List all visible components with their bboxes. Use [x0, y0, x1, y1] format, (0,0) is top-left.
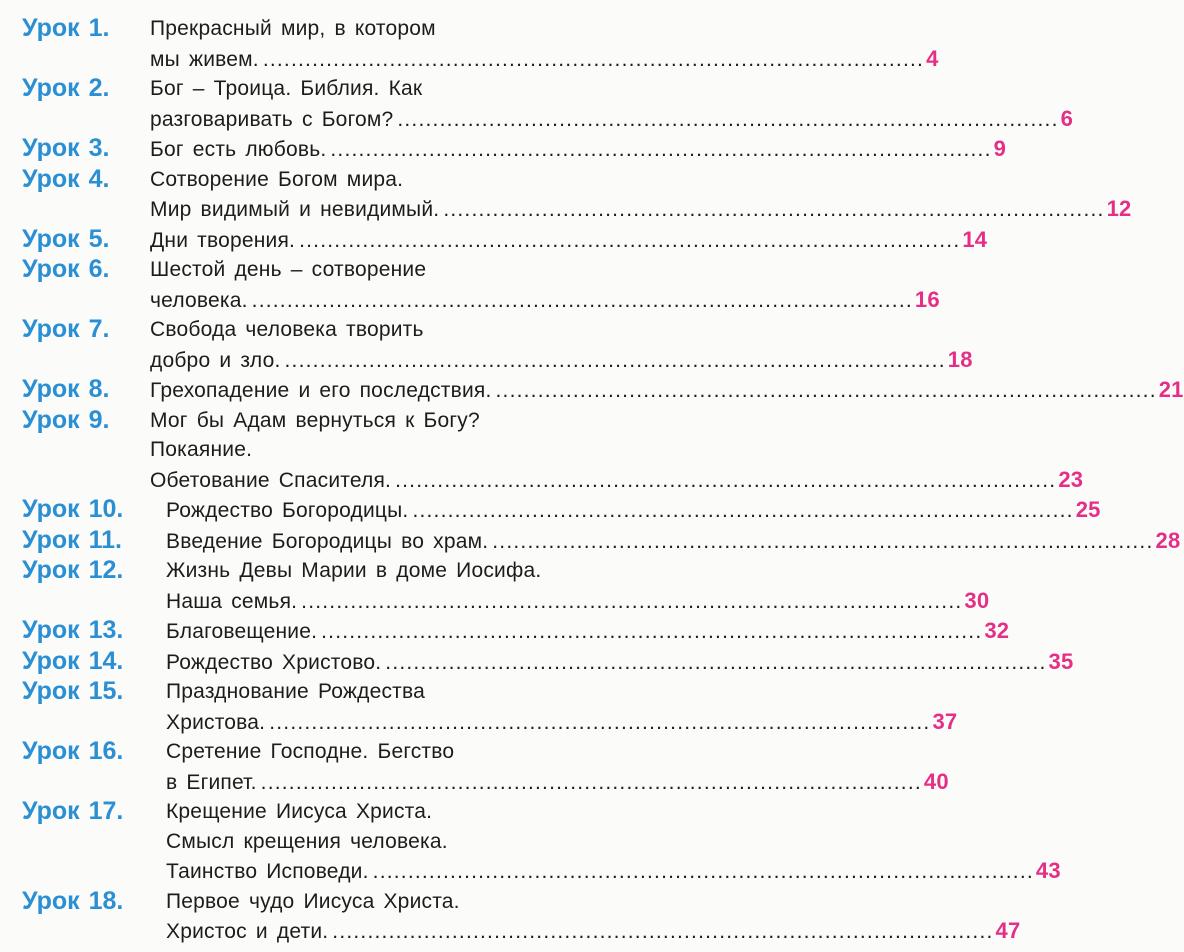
lesson-number: 8. — [88, 375, 110, 403]
toc-entry[interactable] — [22, 14, 939, 74]
page-number: 28 — [1155, 527, 1181, 553]
lesson-number: 16. — [88, 737, 124, 765]
page-number: 18 — [947, 346, 973, 372]
lesson-number: 3. — [88, 134, 110, 162]
lesson-title — [150, 375, 1184, 406]
lesson-title — [166, 647, 1074, 678]
dot-leader: .............................................................................................. — [251, 288, 913, 312]
page-number: 12 — [1106, 196, 1132, 221]
page-number: 43 — [1035, 858, 1061, 883]
lesson-title-line — [150, 104, 1074, 135]
lesson-label — [22, 556, 166, 586]
lesson-title-line — [166, 856, 1061, 887]
lesson-title-line — [150, 134, 1007, 165]
lesson-title — [166, 526, 1181, 557]
lesson-title-text: Наша семья. — [166, 589, 298, 613]
lesson-title-line — [150, 44, 939, 75]
lesson-title — [150, 14, 939, 74]
toc-entry[interactable] — [22, 375, 1184, 406]
page-number: 35 — [1048, 648, 1074, 674]
toc-entry[interactable] — [22, 495, 1101, 526]
lesson-title-text: Грехопадение и его последствия. — [150, 379, 492, 402]
lesson-title-line — [166, 526, 1181, 557]
lesson-title-text: Жизнь Девы Марии в доме Иосифа. — [166, 559, 542, 582]
lesson-title — [150, 165, 1132, 225]
lesson-title-line — [166, 887, 686, 917]
toc-entry[interactable] — [22, 737, 949, 797]
lesson-title-text: Сотворение Богом мира. — [150, 167, 404, 191]
lesson-title-line — [150, 255, 686, 285]
lesson-title-text: Покаяние. — [150, 438, 253, 461]
lesson-number: 14. — [88, 646, 124, 675]
dot-leader: .............................................................................................. — [495, 379, 1157, 402]
toc-entry[interactable] — [22, 224, 988, 256]
dot-leader: .............................................................................................. — [269, 710, 931, 734]
lesson-word: Урок — [22, 797, 80, 825]
dot-leader: .............................................................................................. — [299, 228, 961, 252]
lesson-title-line — [150, 165, 686, 195]
lesson-title-line — [150, 345, 973, 376]
lesson-title-line — [150, 375, 1184, 406]
page-number: 9 — [993, 136, 1007, 161]
toc-entry[interactable] — [22, 134, 1007, 165]
page-number: 37 — [932, 708, 958, 734]
lesson-label — [22, 797, 166, 827]
toc-entry[interactable] — [22, 255, 940, 315]
lesson-word: Урок — [22, 616, 80, 644]
lesson-title-line — [150, 315, 686, 345]
lesson-title-text: Крещение Иисуса Христа. — [166, 800, 433, 823]
lesson-word: Урок — [22, 495, 80, 523]
lesson-label — [22, 165, 150, 195]
lesson-title — [150, 315, 973, 375]
lesson-word: Урок — [22, 677, 80, 705]
page-number: 14 — [962, 226, 988, 252]
lesson-label — [22, 225, 150, 255]
toc-entry[interactable] — [22, 525, 1181, 557]
page-number: 16 — [914, 286, 940, 312]
lesson-title-line — [166, 767, 949, 798]
toc-entry[interactable] — [22, 556, 990, 616]
page-number: 30 — [964, 587, 990, 613]
toc-entry[interactable] — [22, 405, 1084, 496]
lesson-title-line — [166, 616, 1010, 647]
lesson-number: 9. — [88, 405, 110, 434]
lesson-label — [22, 737, 166, 767]
lesson-word: Урок — [22, 556, 80, 584]
lesson-word: Урок — [22, 646, 80, 675]
lesson-label — [22, 495, 166, 525]
lesson-title-line — [166, 586, 990, 617]
lesson-title-text: Празднование Рождества — [166, 680, 425, 703]
lesson-title-text: Благовещение. — [166, 620, 318, 643]
lesson-word: Урок — [22, 134, 80, 162]
lesson-title-line — [166, 647, 1074, 678]
lesson-title-text: Мир видимый и невидимый. — [150, 198, 440, 221]
lesson-title-line — [166, 495, 1101, 526]
lesson-label — [22, 255, 150, 285]
lesson-word: Урок — [22, 737, 80, 765]
lesson-title-text: Рождество Христово. — [166, 650, 382, 674]
lesson-number: 12. — [88, 556, 124, 584]
page-number: 4 — [926, 45, 939, 71]
lesson-number: 5. — [88, 224, 110, 253]
dot-leader: .............................................................................................. — [260, 770, 922, 794]
lesson-title — [166, 556, 990, 616]
lesson-number: 4. — [88, 164, 110, 193]
lesson-title-line — [166, 707, 958, 738]
lesson-title-line — [150, 14, 686, 44]
lesson-title — [150, 225, 988, 256]
lesson-title — [150, 406, 1084, 496]
lesson-title-line — [166, 827, 686, 857]
lesson-word: Урок — [22, 315, 80, 343]
lesson-word: Урок — [22, 525, 80, 554]
lesson-title-line — [166, 556, 686, 586]
lesson-number: 2. — [88, 74, 110, 102]
lesson-title-line — [166, 677, 686, 707]
lesson-title — [150, 255, 940, 315]
lesson-number: 15. — [88, 677, 124, 705]
toc-entry[interactable] — [22, 677, 958, 737]
lesson-number: 6. — [88, 255, 110, 283]
lesson-number: 18. — [88, 886, 124, 915]
lesson-label — [22, 677, 166, 707]
table-of-contents — [22, 14, 1184, 947]
lesson-number: 7. — [88, 315, 110, 343]
lesson-word: Урок — [22, 886, 80, 915]
lesson-title-text: Обетование Спасителя. — [150, 468, 392, 492]
lesson-label — [22, 526, 166, 556]
toc-entry[interactable] — [22, 646, 1074, 678]
lesson-word: Урок — [22, 74, 80, 102]
lesson-word: Урок — [22, 405, 80, 434]
page-number: 21 — [1158, 377, 1184, 402]
lesson-title-text: Введение Богородицы во храм. — [166, 529, 489, 553]
lesson-title — [150, 74, 1074, 134]
lesson-title — [166, 737, 949, 797]
lesson-label — [22, 406, 150, 436]
lesson-word: Урок — [22, 224, 80, 253]
dot-leader: .............................................................................................. — [372, 860, 1034, 883]
dot-leader: .............................................................................................. — [492, 529, 1154, 553]
page-number: 32 — [984, 618, 1010, 643]
dot-leader: .............................................................................................. — [385, 650, 1047, 674]
lesson-number: 1. — [88, 14, 110, 42]
lesson-title-text: Таинство Исповеди. — [166, 860, 369, 883]
lesson-label — [22, 74, 150, 104]
lesson-word: Урок — [22, 164, 80, 193]
lesson-title-text: Сретение Господне. Бегство — [166, 740, 455, 763]
lesson-title-line — [150, 194, 1132, 225]
dot-leader: .............................................................................................. — [321, 620, 983, 643]
lesson-title-text: Бог есть любовь. — [150, 138, 327, 161]
toc-entry[interactable] — [22, 797, 1061, 887]
toc-entry[interactable] — [22, 616, 1010, 647]
lesson-title-text: Рождество Богородицы. — [166, 499, 409, 522]
lesson-title-text: Дни творения. — [150, 228, 296, 252]
lesson-label — [22, 375, 150, 405]
lesson-title-text: Смысл крещения человека. — [166, 829, 448, 853]
lesson-title-text: человека. — [150, 288, 248, 312]
lesson-title-line — [150, 74, 686, 104]
lesson-title — [166, 797, 1061, 887]
lesson-number: 17. — [88, 797, 124, 825]
toc-entry[interactable] — [22, 886, 1021, 947]
lesson-title-text: Бог – Троица. Библия. Как — [150, 77, 423, 100]
dot-leader: .............................................................................................. — [262, 47, 925, 71]
dot-leader: .............................................................................................. — [395, 468, 1057, 492]
lesson-title — [166, 495, 1101, 526]
dot-leader: .............................................................................................. — [443, 198, 1105, 221]
lesson-number: 13. — [88, 616, 124, 644]
lesson-title-text: Мог бы Адам вернуться к Богу? — [150, 408, 480, 432]
lesson-title-line — [150, 406, 686, 436]
lesson-title-text: Прекрасный мир, в котором — [150, 17, 436, 40]
lesson-word: Урок — [22, 14, 80, 42]
lesson-title-text: Первое чудо Иисуса Христа. — [166, 889, 460, 913]
page-number: 23 — [1058, 466, 1084, 492]
lesson-title-text: мы живем. — [150, 47, 259, 71]
lesson-number: 11. — [88, 525, 122, 554]
dot-leader: .............................................................................................. — [412, 499, 1074, 522]
page-number: 25 — [1075, 497, 1101, 522]
toc-entry[interactable] — [22, 164, 1132, 225]
lesson-title-line — [166, 797, 686, 827]
toc-entry[interactable] — [22, 74, 1074, 134]
lesson-label — [22, 647, 166, 677]
lesson-label — [22, 315, 150, 345]
lesson-title-line — [150, 435, 686, 465]
lesson-label — [22, 14, 150, 44]
lesson-word: Урок — [22, 375, 80, 403]
lesson-label — [22, 616, 166, 646]
lesson-label — [22, 134, 150, 164]
lesson-title-text: Шестой день – сотворение — [150, 258, 427, 281]
lesson-title-line — [150, 225, 988, 256]
lesson-title-text: Христова. — [166, 710, 266, 734]
lesson-label — [22, 887, 166, 917]
lesson-title — [166, 616, 1010, 647]
toc-entry[interactable] — [22, 315, 973, 375]
lesson-title-line — [166, 737, 686, 767]
lesson-title — [166, 677, 958, 737]
dot-leader: .............................................................................................. — [397, 107, 1059, 131]
page-number: 40 — [923, 768, 949, 794]
dot-leader: .............................................................................................. — [284, 348, 946, 372]
lesson-title — [166, 887, 1021, 947]
lesson-number: 10. — [88, 495, 124, 523]
lesson-title-line — [166, 916, 1021, 947]
lesson-title-text: Христос и дети. — [166, 920, 329, 943]
page-number: 47 — [995, 918, 1021, 943]
lesson-title-text: разговаривать с Богом? — [150, 107, 394, 131]
lesson-title-line — [150, 285, 940, 316]
dot-leader: .............................................................................................. — [332, 920, 994, 943]
dot-leader: .............................................................................................. — [301, 589, 963, 613]
lesson-title-line — [150, 465, 1084, 496]
lesson-title-text: в Египет. — [166, 770, 257, 794]
dot-leader: .............................................................................................. — [330, 138, 992, 161]
lesson-word: Урок — [22, 255, 80, 283]
lesson-title-text: добро и зло. — [150, 348, 281, 372]
lesson-title — [150, 134, 1007, 165]
lesson-title-text: Свобода человека творить — [150, 318, 424, 341]
page-number: 6 — [1060, 105, 1074, 131]
